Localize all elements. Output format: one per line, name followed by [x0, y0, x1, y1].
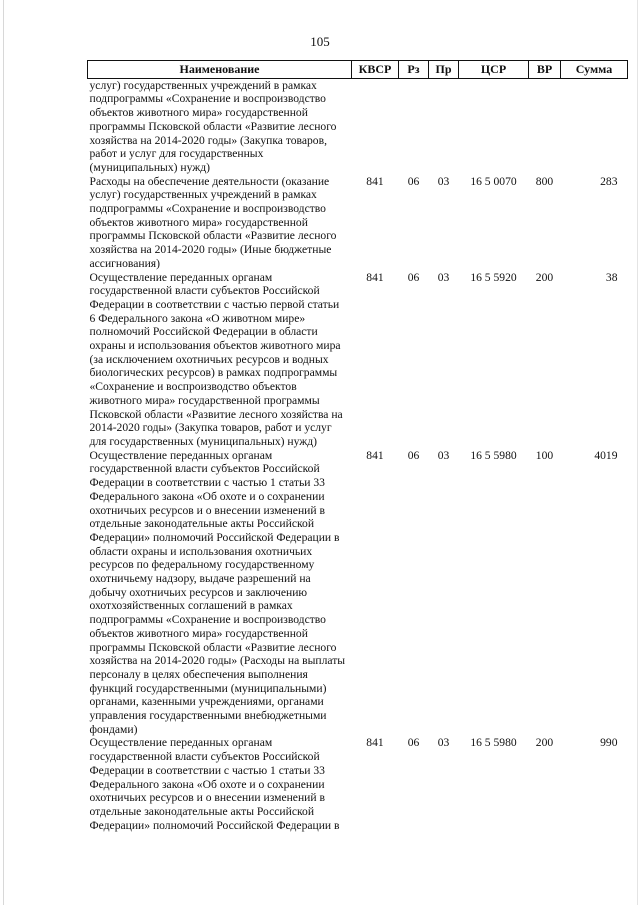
row-pr: [429, 78, 459, 174]
row-kvsr: 841: [366, 736, 384, 750]
row-sum: 990: [600, 736, 618, 750]
row-sum: 38: [605, 270, 618, 284]
scan-edge-left: [3, 0, 4, 905]
row-name: Расходы на обеспечение деятельности (оказание услуг) государственных учреждений в рамках подпрограммы «Сохранение и воспроизводство объектов животного мира» государственной программы Псковской области «Развитие лесного хозяйства на 2014-2020 годы» (Иные бюджетные ассигнования): [89, 174, 337, 270]
row-pr: 03: [437, 448, 450, 462]
row-pr: 03: [437, 270, 450, 284]
row-csr: 16 5 5980: [470, 448, 517, 462]
row-csr: [459, 78, 529, 174]
header-csr: ЦСР: [459, 61, 529, 79]
row-sum: [561, 78, 628, 174]
row-pr: 03: [437, 736, 450, 750]
row-pr: 03: [437, 174, 450, 188]
row-vr: 200: [535, 736, 554, 750]
row-kvsr: 841: [366, 448, 384, 462]
row-vr: 100: [535, 448, 554, 462]
header-kvsr: КВСР: [352, 61, 399, 79]
row-rz: 06: [407, 448, 420, 462]
row-rz: [399, 78, 429, 174]
row-csr: 16 5 0070: [470, 174, 517, 188]
row-rz: 06: [407, 736, 420, 750]
row-vr: 800: [535, 174, 554, 188]
row-csr: 16 5 5980: [470, 736, 517, 750]
page-number: 105: [310, 34, 330, 49]
scan-edge-right: [637, 0, 638, 905]
row-kvsr: 841: [366, 270, 384, 284]
header-pr: Пр: [429, 61, 459, 79]
row-vr: 200: [535, 270, 554, 284]
row-vr: [529, 78, 561, 174]
table-row: [88, 78, 628, 174]
budget-table: [87, 60, 628, 832]
table-row: [88, 449, 628, 737]
table-row: [88, 175, 628, 271]
table-header-row: [88, 61, 628, 79]
header-sum: Сумма: [561, 61, 628, 79]
row-rz: 06: [407, 270, 420, 284]
header-vr: ВР: [529, 61, 561, 79]
header-name: Наименование: [88, 61, 352, 79]
row-name: услуг) государственных учреждений в рамках подпрограммы «Сохранение и воспроизводство объектов животного мира» государственной программы Псковской области «Развитие лесного хозяйства на 2014-2020 годы» (Закупка товаров, работ и услуг для государственных (муниципальных) нужд): [89, 78, 337, 174]
row-name: Осуществление переданных органам государственной власти субъектов Российской Федерации в соответствии с частью 1 статьи 33 Федерального закона «Об охоте и о сохранении охотничьих ресурсов и о внесении изменений в отдельные законодательные акты Российской Федерации» полномочий Российской Федерации в области охраны и использования охотничьих ресурсов по федеральному государственному охотничьему надзору, выдаче разрешений на добычу охотничьих ресурсов и заключению охотхозяйственных соглашений в рамках подпрограммы «Сохранение и воспроизводство объектов животного мира» государственной программы Псковской области «Развитие лесного хозяйства на 2014-2020 годы» (Расходы на выплаты персоналу в целях обеспечения выполнения функций государственными (муниципальными) органами, казенными учреждениями, органами управления государственными внебюджетными фондами): [89, 448, 346, 736]
row-name: Осуществление переданных органам государственной власти субъектов Российской Федерации в соответствии с частью первой статьи 6 Федерального закона «О животном мире» полномочий Российской Федерации в области охраны и использования объектов животного мира (за исключением охотничьих ресурсов и водных биологических ресурсов) в рамках подпрограммы «Сохранение и воспроизводство объектов животного мира» государственной программы Псковской области «Развитие лесного хозяйства на 2014-2020 годы» (Закупка товаров, работ и услуг для государственных (муниципальных) нужд): [89, 270, 343, 448]
row-rz: 06: [407, 174, 420, 188]
row-sum: 283: [600, 174, 618, 188]
row-kvsr: 841: [366, 174, 384, 188]
row-kvsr: [352, 78, 399, 174]
row-name: Осуществление переданных органам государственной власти субъектов Российской Федерации в соответствии с частью 1 статьи 33 Федерального закона «Об охоте и о сохранении охотничьих ресурсов и о внесении изменений в отдельные законодательные акты Российской Федерации» полномочий Российской Федерации в: [89, 736, 340, 832]
table-row: [88, 736, 628, 832]
row-sum: 4019: [594, 448, 618, 462]
row-csr: 16 5 5920: [470, 270, 517, 284]
table-row: [88, 271, 628, 449]
header-rz: Рз: [399, 61, 429, 79]
